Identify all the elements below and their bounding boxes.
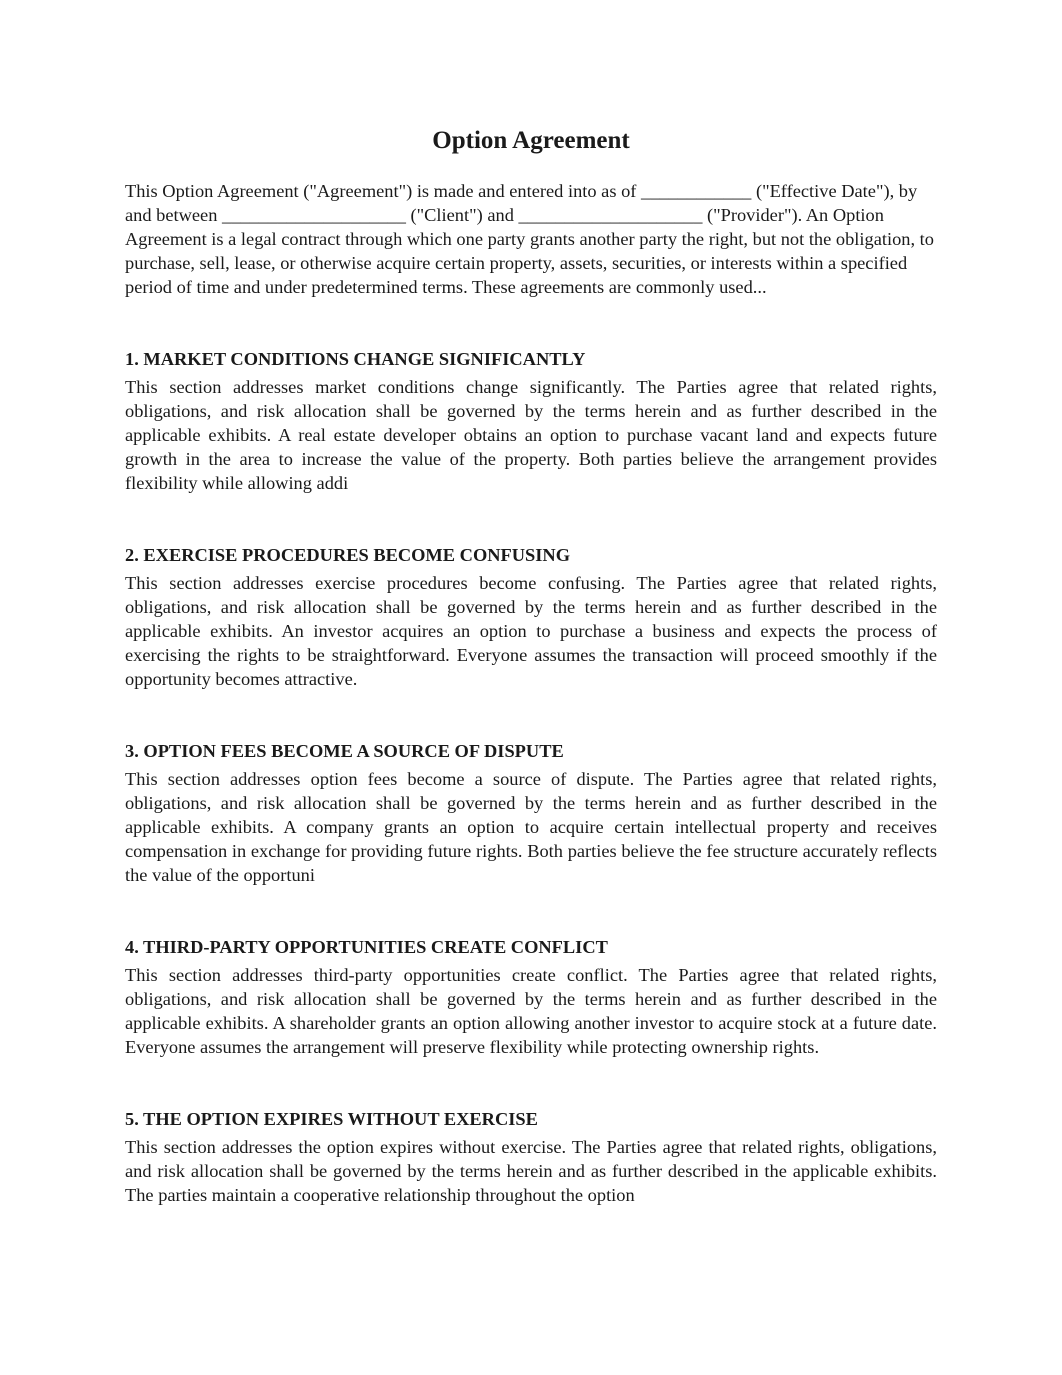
section-body: This section addresses option fees become a source of dispute. The Parties agree that related rights, obligations, and risk allocation shall be governed by the terms herein and as further described in the applicable exhibits. A company grants an option to acquire certain intellectual property and receives compensation in exchange for providing future rights. Both parties believe the fee structure accurately reflects the value of the opportuni: [125, 769, 937, 885]
document-content: [125, 124, 937, 1207]
section-body: This section addresses third-party opportunities create conflict. The Parties agree that related rights, obligations, and risk allocation shall be governed by the terms herein and as further described in the applicable exhibits. A shareholder grants an option allowing another investor to acquire stock at a future date. Everyone assumes the arrangement will preserve flexibility while protecting ownership rights.: [125, 965, 937, 1057]
section-5: [125, 1107, 937, 1207]
section-heading: 4. THIRD-PARTY OPPORTUNITIES CREATE CONFLICT: [125, 937, 608, 957]
section-1: [125, 347, 937, 495]
section-4: [125, 935, 937, 1059]
section-body: This section addresses exercise procedures become confusing. The Parties agree that related rights, obligations, and risk allocation shall be governed by the terms herein and as further described in the applicable exhibits. An investor acquires an option to purchase a business and expects the process of exercising the rights to be straightforward. Everyone assumes the transaction will proceed smoothly if the opportunity becomes attractive.: [125, 573, 937, 689]
section-body: This section addresses the option expires without exercise. The Parties agree that related rights, obligations, and risk allocation shall be governed by the terms herein and as further described in the applicable exhibits. The parties maintain a cooperative relationship throughout the option: [125, 1137, 937, 1205]
section-heading: 1. MARKET CONDITIONS CHANGE SIGNIFICANTLY: [125, 349, 586, 369]
section-3: [125, 739, 937, 887]
section-heading: 3. OPTION FEES BECOME A SOURCE OF DISPUTE: [125, 741, 564, 761]
section-body: This section addresses market conditions change significantly. The Parties agree that related rights, obligations, and risk allocation shall be governed by the terms herein and as further described in the applicable exhibits. A real estate developer obtains an option to purchase vacant land and expects future growth in the area to increase the value of the property. Both parties believe the arrangement provides flexibility while allowing addi: [125, 377, 937, 493]
section-heading: 2. EXERCISE PROCEDURES BECOME CONFUSING: [125, 545, 571, 565]
document-title: Option Agreement: [432, 127, 630, 154]
intro-paragraph: This Option Agreement ("Agreement") is made and entered into as of ____________ ("Effective Date"), by and between ____________________ ("Client") and ____________________ ("Provider"). An Option Agreement is a legal contract through which one party grants another party the right, but not the obligation, to purchase, sell, lease, or otherwise acquire certain property, assets, securities, or interests within a specified period of time and under predetermined terms. These agreements are commonly used...: [125, 181, 934, 297]
section-heading: 5. THE OPTION EXPIRES WITHOUT EXERCISE: [125, 1109, 538, 1129]
section-2: [125, 543, 937, 691]
